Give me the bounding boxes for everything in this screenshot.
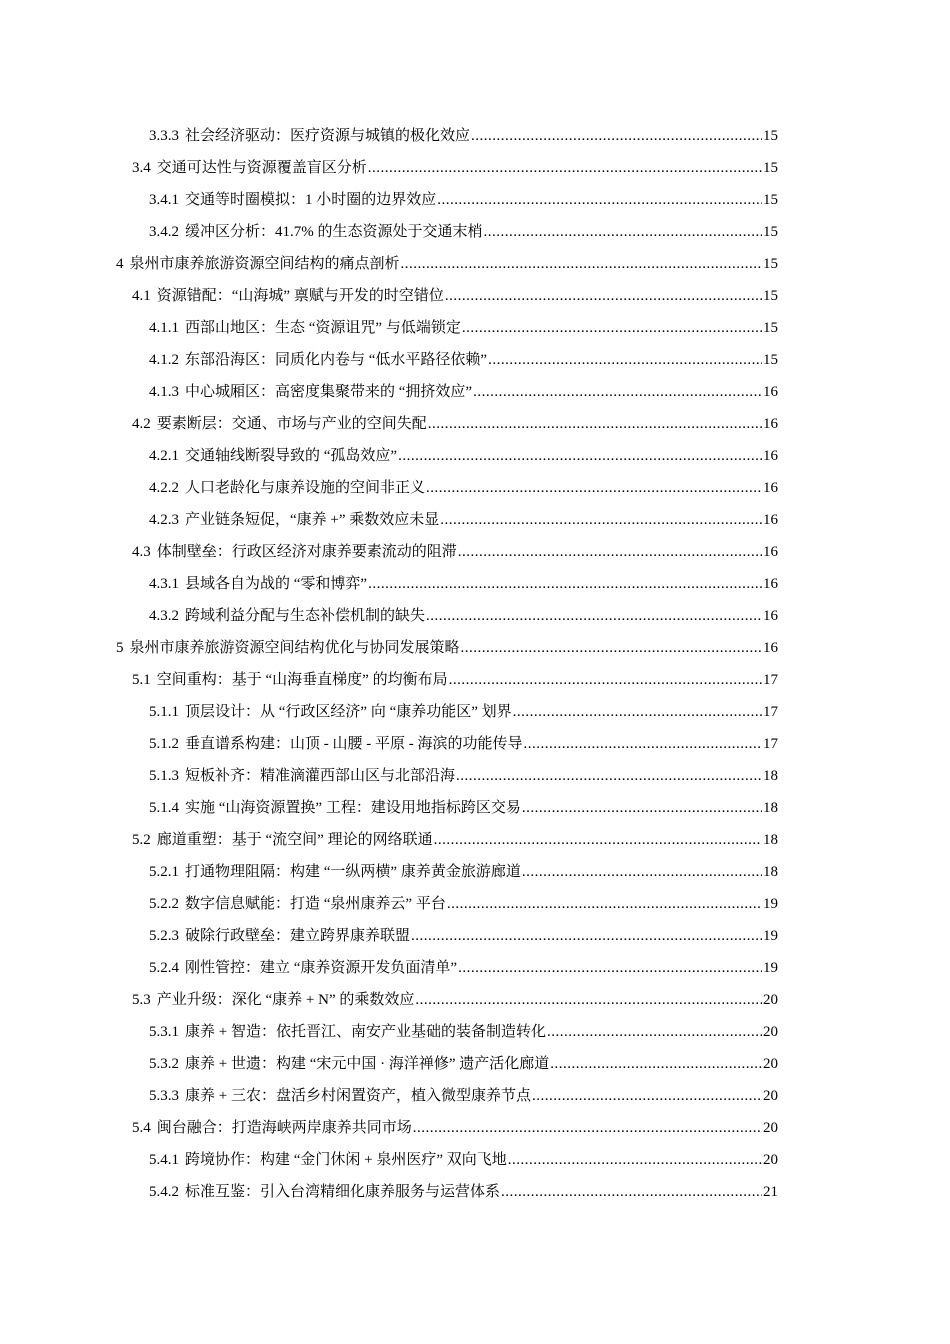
toc-entry-title: 康养 + 三农：盘活乡村闲置资产，植入微型康养节点 — [185, 1087, 531, 1104]
toc-entry-title: 要素断层：交通、市场与产业的空间失配 — [156, 415, 427, 432]
toc-entry-title: 泉州市康养旅游资源空间结构优化与协同发展策略 — [129, 639, 460, 656]
toc-entry-line — [149, 604, 778, 625]
toc-entry[interactable] — [0, 1174, 950, 1206]
toc-entry-title: 社会经济驱动：医疗资源与城镇的极化效应 — [185, 127, 471, 144]
toc-entry-number: 5.4.1 — [149, 1151, 179, 1168]
toc-entry-title: 西部山地区：生态 “资源诅咒” 与低端锁定 — [185, 319, 461, 336]
toc-entry-page-number: 20 — [763, 1151, 778, 1168]
toc-entry-title: 交通等时圈模拟：1 小时圈的边界效应 — [185, 191, 437, 208]
toc-entry[interactable] — [0, 278, 950, 310]
toc-entry-page-number: 18 — [763, 799, 778, 816]
toc-entry-page-number: 17 — [763, 703, 778, 720]
toc-entry-number: 5.2.3 — [149, 927, 179, 944]
toc-entry-line — [132, 668, 778, 689]
toc-entry-title: 短板补齐：精准滴灌西部山区与北部沿海 — [185, 767, 456, 784]
toc-entry-number: 5.3.3 — [149, 1087, 179, 1104]
toc-entry-number: 4.1.3 — [149, 383, 179, 400]
toc-entry-title: 数字信息赋能：打造 “泉州康养云” 平台 — [185, 895, 446, 912]
toc-entry-line — [149, 572, 778, 593]
dot-leader — [434, 832, 762, 849]
toc-entry-number: 4.2.3 — [149, 511, 179, 528]
toc-entry-line — [149, 1148, 778, 1169]
toc-entry-title: 空间重构：基于 “山海垂直梯度” 的均衡布局 — [156, 671, 448, 688]
toc-entry-title: 闽台融合：打造海峡两岸康养共同市场 — [156, 1119, 412, 1136]
dot-leader — [484, 224, 763, 241]
dot-leader — [458, 544, 762, 561]
toc-entry-title: 实施 “山海资源置换” 工程：建设用地指标跨区交易 — [185, 799, 521, 816]
dot-leader — [440, 512, 762, 529]
toc-entry[interactable] — [0, 342, 950, 374]
toc-entry[interactable] — [0, 438, 950, 470]
toc-entry-line — [149, 700, 778, 721]
dot-leader — [368, 160, 762, 177]
toc-entry-number: 4.3.2 — [149, 607, 179, 624]
toc-entry-line — [149, 508, 778, 529]
toc-entry-number: 4.2 — [132, 415, 151, 432]
toc-entry-line — [149, 220, 778, 241]
toc-entry-title: 廊道重塑：基于 “流空间” 理论的网络联通 — [156, 831, 433, 848]
toc-entry-title: 交通可达性与资源覆盖盲区分析 — [156, 159, 367, 176]
toc-entry[interactable] — [0, 534, 950, 566]
toc-entry-title: 破除行政壁垒：建立跨界康养联盟 — [185, 927, 411, 944]
toc-entry[interactable] — [0, 118, 950, 150]
dot-leader — [522, 864, 762, 881]
table-of-contents — [0, 118, 950, 1206]
toc-entry-line — [149, 1084, 778, 1105]
toc-entry-line — [132, 828, 778, 849]
toc-entry-number: 5.1.1 — [149, 703, 179, 720]
toc-entry-line — [132, 540, 778, 561]
toc-entry-title: 缓冲区分析：41.7% 的生态资源处于交通末梢 — [185, 223, 483, 240]
dot-leader — [398, 448, 762, 465]
dot-leader — [426, 608, 762, 625]
toc-entry-title: 泉州市康养旅游资源空间结构的痛点剖析 — [129, 255, 400, 272]
toc-entry-page-number: 16 — [763, 383, 778, 400]
toc-entry-number: 5.2 — [132, 831, 151, 848]
toc-entry-page-number: 19 — [763, 895, 778, 912]
toc-entry-number: 5.1.4 — [149, 799, 179, 816]
dot-leader — [522, 800, 762, 817]
dot-leader — [462, 320, 762, 337]
toc-entry-number: 3.4.2 — [149, 223, 179, 240]
dot-leader — [488, 352, 762, 369]
dot-leader — [415, 992, 762, 1009]
toc-entry-number: 4 — [116, 255, 124, 272]
toc-entry-title: 刚性管控：建立 “康养资源开发负面清单” — [185, 959, 458, 976]
toc-entry-page-number: 19 — [763, 959, 778, 976]
toc-entry-number: 5.4 — [132, 1119, 151, 1136]
toc-entry-line — [116, 252, 778, 273]
toc-entry[interactable] — [0, 950, 950, 982]
toc-entry[interactable] — [0, 758, 950, 790]
toc-entry-title: 康养 + 智造：依托晋江、南安产业基础的装备制造转化 — [185, 1023, 546, 1040]
toc-entry-page-number: 16 — [763, 447, 778, 464]
toc-entry-title: 垂直谱系构建：山顶 - 山腰 - 平原 - 海滨的功能传导 — [185, 735, 523, 752]
toc-entry-line — [149, 476, 778, 497]
toc-entry[interactable] — [0, 982, 950, 1014]
toc-entry-page-number: 18 — [763, 767, 778, 784]
dot-leader — [428, 416, 762, 433]
toc-entry-page-number: 16 — [763, 479, 778, 496]
toc-entry[interactable] — [0, 470, 950, 502]
toc-entry-number: 5.3.2 — [149, 1055, 179, 1072]
dot-leader — [411, 928, 762, 945]
toc-entry[interactable] — [0, 854, 950, 886]
toc-entry-title: 康养 + 世遗：构建 “宋元中国 · 海洋禅修” 遗产活化廊道 — [185, 1055, 550, 1072]
dot-leader — [447, 896, 762, 913]
toc-entry-number: 5 — [116, 639, 124, 656]
dot-leader — [368, 576, 762, 593]
toc-entry-title: 体制壁垒：行政区经济对康养要素流动的阻滞 — [156, 543, 457, 560]
toc-entry-line — [149, 796, 778, 817]
toc-entry-line — [149, 1020, 778, 1041]
toc-entry[interactable] — [0, 662, 950, 694]
toc-entry-line — [132, 988, 778, 1009]
toc-entry[interactable] — [0, 1142, 950, 1174]
toc-entry-page-number: 20 — [763, 1087, 778, 1104]
toc-entry-number: 5.1.2 — [149, 735, 179, 752]
toc-entry-title: 产业链条短促，“康养 +” 乘数效应未显 — [185, 511, 440, 528]
toc-entry[interactable] — [0, 214, 950, 246]
dot-leader — [547, 1024, 762, 1041]
toc-entry[interactable] — [0, 150, 950, 182]
toc-entry-line — [149, 924, 778, 945]
toc-entry-number: 5.1 — [132, 671, 151, 688]
toc-entry-number: 5.3 — [132, 991, 151, 1008]
dot-leader — [501, 1184, 762, 1201]
toc-entry-number: 5.2.4 — [149, 959, 179, 976]
dot-leader — [524, 736, 763, 753]
dot-leader — [458, 960, 762, 977]
dot-leader — [471, 128, 762, 145]
toc-entry[interactable] — [0, 790, 950, 822]
toc-entry-title: 县域各自为战的 “零和博弈” — [185, 575, 368, 592]
toc-entry-page-number: 15 — [763, 159, 778, 176]
toc-entry-line — [149, 1052, 778, 1073]
toc-entry-page-number: 15 — [763, 287, 778, 304]
dot-leader — [426, 480, 762, 497]
toc-entry[interactable] — [0, 822, 950, 854]
toc-entry-page-number: 15 — [763, 127, 778, 144]
toc-entry-number: 4.1.1 — [149, 319, 179, 336]
toc-entry-title: 打通物理阻隔：构建 “一纵两横” 康养黄金旅游廊道 — [185, 863, 521, 880]
toc-entry-line — [149, 444, 778, 465]
toc-entry-number: 4.1 — [132, 287, 151, 304]
toc-entry-page-number: 17 — [763, 735, 778, 752]
toc-entry[interactable] — [0, 374, 950, 406]
toc-entry-number: 3.4.1 — [149, 191, 179, 208]
toc-entry-line — [149, 124, 778, 145]
toc-entry-line — [132, 1116, 778, 1137]
toc-entry-line — [149, 380, 778, 401]
toc-entry-line — [149, 348, 778, 369]
toc-entry-line — [149, 316, 778, 337]
toc-entry-line — [149, 860, 778, 881]
toc-entry-page-number: 16 — [763, 607, 778, 624]
toc-entry-number: 5.2.1 — [149, 863, 179, 880]
toc-entry-number: 4.3.1 — [149, 575, 179, 592]
toc-entry-line — [132, 284, 778, 305]
toc-entry-line — [149, 764, 778, 785]
toc-entry-page-number: 16 — [763, 415, 778, 432]
toc-entry-title: 东部沿海区：同质化内卷与 “低水平路径依赖” — [185, 351, 488, 368]
toc-entry[interactable] — [0, 310, 950, 342]
toc-entry-page-number: 15 — [763, 351, 778, 368]
toc-entry-number: 5.1.3 — [149, 767, 179, 784]
toc-entry-page-number: 16 — [763, 639, 778, 656]
toc-entry-line — [149, 188, 778, 209]
toc-entry[interactable] — [0, 246, 950, 278]
toc-entry[interactable] — [0, 1046, 950, 1078]
toc-entry[interactable] — [0, 886, 950, 918]
toc-entry-page-number: 15 — [763, 191, 778, 208]
dot-leader — [532, 1088, 762, 1105]
toc-entry[interactable] — [0, 630, 950, 662]
toc-entry-number: 5.2.2 — [149, 895, 179, 912]
toc-entry-title: 人口老龄化与康养设施的空间非正义 — [185, 479, 426, 496]
toc-entry-title: 标准互鉴：引入台湾精细化康养服务与运营体系 — [185, 1183, 501, 1200]
toc-entry-page-number: 20 — [763, 1119, 778, 1136]
dot-leader — [473, 384, 762, 401]
toc-entry-page-number: 16 — [763, 575, 778, 592]
toc-entry-title: 跨域利益分配与生态补偿机制的缺失 — [185, 607, 426, 624]
toc-entry[interactable] — [0, 406, 950, 438]
toc-entry[interactable] — [0, 918, 950, 950]
toc-entry[interactable] — [0, 1078, 950, 1110]
toc-entry-page-number: 20 — [763, 991, 778, 1008]
toc-entry-page-number: 18 — [763, 863, 778, 880]
toc-entry-number: 3.4 — [132, 159, 151, 176]
toc-entry-number: 3.3.3 — [149, 127, 179, 144]
toc-entry-page-number: 19 — [763, 927, 778, 944]
toc-entry-line — [149, 732, 778, 753]
dot-leader — [513, 704, 762, 721]
dot-leader — [445, 288, 762, 305]
toc-entry-title: 跨境协作：构建 “金门休闲 + 泉州医疗” 双向飞地 — [185, 1151, 507, 1168]
toc-entry-page-number: 16 — [763, 511, 778, 528]
toc-entry-number: 5.4.2 — [149, 1183, 179, 1200]
toc-entry[interactable] — [0, 598, 950, 630]
toc-entry-page-number: 16 — [763, 543, 778, 560]
toc-entry-page-number: 15 — [763, 223, 778, 240]
toc-entry-title: 中心城厢区：高密度集聚带来的 “拥挤效应” — [185, 383, 473, 400]
dot-leader — [456, 768, 762, 785]
toc-entry-number: 5.3.1 — [149, 1023, 179, 1040]
toc-entry-line — [132, 412, 778, 433]
dot-leader — [550, 1056, 762, 1073]
dot-leader — [508, 1152, 762, 1169]
dot-leader — [413, 1120, 762, 1137]
toc-entry-page-number: 18 — [763, 831, 778, 848]
dot-leader — [449, 672, 762, 689]
toc-entry-page-number: 15 — [763, 319, 778, 336]
toc-entry-title: 交通轴线断裂导致的 “孤岛效应” — [185, 447, 398, 464]
toc-entry[interactable] — [0, 502, 950, 534]
dot-leader — [401, 256, 762, 273]
toc-entry-number: 4.2.2 — [149, 479, 179, 496]
toc-entry-title: 顶层设计：从 “行政区经济” 向 “康养功能区” 划界 — [185, 703, 512, 720]
toc-entry-number: 4.2.1 — [149, 447, 179, 464]
toc-entry[interactable] — [0, 566, 950, 598]
dot-leader — [437, 192, 762, 209]
toc-entry-number: 4.1.2 — [149, 351, 179, 368]
toc-entry-number: 4.3 — [132, 543, 151, 560]
toc-entry-line — [149, 892, 778, 913]
toc-entry[interactable] — [0, 1110, 950, 1142]
toc-entry-page-number: 20 — [763, 1023, 778, 1040]
toc-entry-page-number: 17 — [763, 671, 778, 688]
toc-entry-line — [132, 156, 778, 177]
toc-entry-line — [116, 636, 778, 657]
toc-entry-title: 产业升级：深化 “康养 + N” 的乘数效应 — [156, 991, 415, 1008]
toc-entry[interactable] — [0, 726, 950, 758]
toc-entry[interactable] — [0, 182, 950, 214]
toc-entry-line — [149, 1180, 778, 1201]
toc-entry[interactable] — [0, 694, 950, 726]
toc-entry-title: 资源错配：“山海城” 禀赋与开发的时空错位 — [156, 287, 444, 304]
toc-entry-line — [149, 956, 778, 977]
toc-entry[interactable] — [0, 1014, 950, 1046]
toc-entry-page-number: 21 — [763, 1183, 778, 1200]
dot-leader — [461, 640, 762, 657]
toc-entry-page-number: 15 — [763, 255, 778, 272]
toc-entry-page-number: 20 — [763, 1055, 778, 1072]
